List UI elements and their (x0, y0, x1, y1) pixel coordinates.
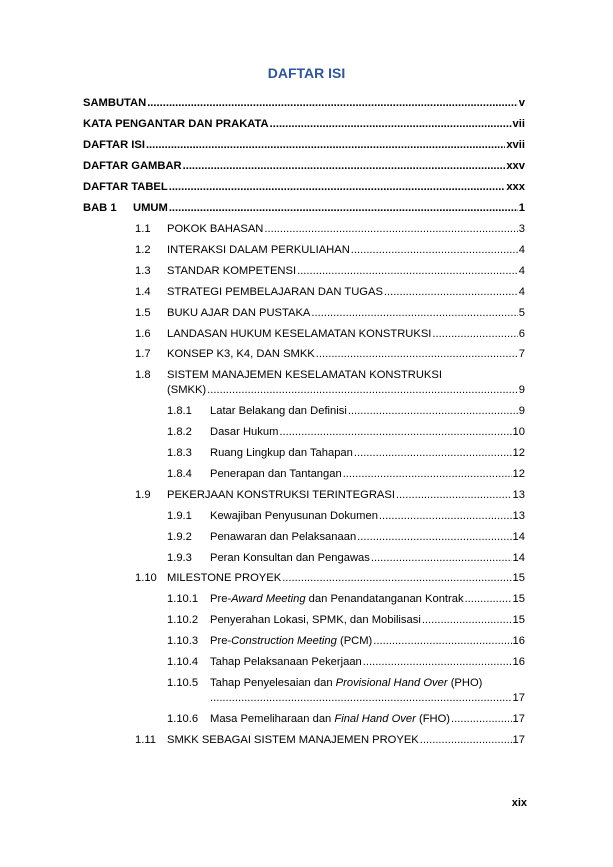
toc-page-number: 12 (512, 468, 525, 480)
toc-page-number: 7 (518, 348, 525, 360)
toc-entry-label: Penerapan dan Tantangan (210, 468, 342, 480)
toc-page-number: 6 (518, 328, 525, 340)
toc-entry-1-4[interactable] (167, 286, 525, 299)
toc-entry-1-10-6[interactable] (210, 713, 525, 726)
footer-page-number: xix (511, 797, 527, 809)
toc-page-number: xxv (506, 160, 525, 172)
label-suffix: (FHO) (415, 713, 451, 725)
leader-dots (432, 328, 517, 341)
section-number: 1.6 (135, 328, 151, 340)
toc-entry-label: POKOK BAHASAN (167, 223, 264, 235)
toc-entry-1-9-1[interactable] (210, 510, 525, 523)
toc-page-number: 4 (518, 244, 525, 256)
toc-entry-label: SISTEM MANAJEMEN KESELAMATAN KONSTRUKSI (167, 369, 442, 381)
leader-dots (169, 202, 518, 215)
toc-page-number: 10 (512, 426, 525, 438)
toc-entry-label: KONSEP K3, K4, DAN SMKK (167, 348, 315, 360)
subsection-number: 1.10.5 (167, 677, 199, 689)
section-number: 1.9 (135, 489, 151, 501)
toc-entry-label: DAFTAR GAMBAR (83, 160, 182, 172)
toc-entry-label: SMKK SEBAGAI SISTEM MANAJEMEN PROYEK (167, 734, 419, 746)
toc-page-number: 13 (512, 510, 525, 522)
toc-page-number: 5 (518, 307, 525, 319)
leader-dots (379, 510, 512, 523)
toc-page-number: 4 (518, 265, 525, 277)
subsection-number: 1.10.4 (167, 656, 199, 668)
toc-entry-1-2[interactable] (167, 244, 525, 257)
label-prefix: Pre- (210, 635, 232, 647)
leader-dots (270, 118, 512, 131)
toc-page-number: 3 (518, 223, 525, 235)
toc-entry-label (210, 713, 450, 726)
toc-entry-1-8[interactable] (167, 384, 525, 397)
subsection-number: 1.8.4 (167, 468, 192, 480)
toc-entry-1-10-4[interactable] (210, 656, 525, 669)
section-number: 1.4 (135, 286, 151, 298)
toc-page-number: vii (512, 118, 525, 130)
toc-page-number: 15 (512, 614, 525, 626)
toc-page-number: 15 (512, 572, 525, 584)
toc-entry-label (210, 593, 464, 606)
section-number: 1.8 (135, 369, 151, 381)
toc-entry-1-5[interactable] (167, 307, 525, 320)
leader-dots (396, 489, 512, 502)
toc-entry-daftar-tabel[interactable] (83, 181, 525, 194)
toc-entry-label: BUKU AJAR DAN PUSTAKA (167, 307, 311, 319)
toc-page-number: 16 (512, 656, 525, 668)
toc-entry-1-8-3[interactable] (210, 447, 525, 460)
leader-dots (316, 348, 518, 361)
leader-dots (354, 447, 512, 460)
toc-entry-1-9-2[interactable] (210, 531, 525, 544)
toc-entry-label: UMUM (133, 202, 168, 214)
toc-entry-1-10-1[interactable] (210, 593, 525, 606)
toc-entry-bab-1[interactable] (133, 202, 525, 215)
subsection-number: 1.10.3 (167, 635, 199, 647)
leader-dots (146, 139, 505, 152)
label-suffix: (PHO) (447, 677, 483, 689)
leader-dots (384, 286, 518, 299)
toc-entry-label: Kewajiban Penyusunan Dokumen (210, 510, 378, 522)
subsection-number: 1.9.1 (167, 510, 192, 522)
leader-dots (451, 713, 512, 726)
label-italic: Final Hand Over (334, 713, 416, 725)
label-suffix: dan Penandatanganan Kontrak (305, 593, 464, 605)
toc-entry-label: DAFTAR ISI (83, 139, 145, 151)
section-number: 1.10 (135, 572, 157, 584)
leader-dots (420, 734, 512, 747)
section-number: 1.11 (135, 734, 156, 746)
section-number: 1.5 (135, 307, 151, 319)
toc-entry-label: KATA PENGANTAR DAN PRAKATA (83, 118, 269, 130)
subsection-number: 1.9.2 (167, 531, 192, 543)
toc-entry-label: Peran Konsultan dan Pengawas (210, 552, 370, 564)
leader-dots (371, 552, 512, 565)
toc-entry-label: Penawaran dan Pelaksanaan (210, 531, 357, 543)
label-prefix: Masa Pemeliharaan dan (210, 713, 335, 725)
toc-page-number: 14 (512, 531, 525, 543)
section-number: 1.7 (135, 348, 151, 360)
toc-entry-label (210, 677, 482, 690)
leader-dots (422, 614, 512, 627)
toc-entry-1-10[interactable] (167, 572, 525, 585)
toc-entry-daftar-isi[interactable] (83, 139, 525, 152)
toc-entry-1-8-1[interactable] (210, 405, 525, 418)
toc-page-number: 17 (512, 692, 525, 704)
toc-entry-label: Tahap Pelaksanaan Pekerjaan (210, 656, 362, 668)
leader-dots (465, 593, 512, 606)
subsection-number: 1.10.2 (167, 614, 199, 626)
toc-entry-1-9-3[interactable] (210, 552, 525, 565)
toc-entry-label: Dasar Hukum (210, 426, 279, 438)
toc-entry-label: MILESTONE PROYEK (167, 572, 282, 584)
toc-page-number: 17 (512, 713, 525, 725)
toc-entry-label: STANDAR KOMPETENSI (167, 265, 297, 277)
toc-entry-label: PEKERJAAN KONSTRUKSI TERINTEGRASI (167, 489, 395, 501)
toc-page-number: 9 (518, 405, 525, 417)
section-number: 1.2 (135, 244, 151, 256)
label-italic: Award Meeting (231, 593, 306, 605)
toc-page-number: xvii (506, 139, 525, 151)
toc-page-number: 1 (518, 202, 525, 214)
leader-dots (373, 635, 511, 648)
leader-dots (183, 160, 506, 173)
toc-entry-label: Latar Belakang dan Definisi (210, 405, 347, 417)
subsection-number: 1.8.3 (167, 447, 192, 459)
leader-dots (264, 223, 517, 236)
toc-entry-label: DAFTAR TABEL (83, 181, 168, 193)
toc-entry-1-6[interactable] (167, 328, 525, 341)
label-italic: Construction Meeting (231, 635, 337, 647)
subsection-number: 1.10.1 (167, 593, 199, 605)
toc-entry-kata-pengantar[interactable] (83, 118, 525, 131)
toc-entry-1-11[interactable] (167, 734, 525, 747)
toc-entry-1-1[interactable] (167, 223, 525, 236)
toc-entry-1-10-5[interactable] (210, 692, 525, 705)
leader-dots (207, 384, 518, 397)
toc-page-number: 16 (512, 635, 525, 647)
leader-dots (282, 572, 511, 585)
leader-dots (363, 656, 512, 669)
toc-entry-1-9[interactable] (167, 489, 525, 502)
subsection-number: 1.9.3 (167, 552, 192, 564)
toc-entry-label: LANDASAN HUKUM KESELAMATAN KONSTRUKSI (167, 328, 432, 340)
label-suffix: (PCM) (336, 635, 373, 647)
leader-dots (348, 405, 518, 418)
toc-entry-label: INTERAKSI DALAM PERKULIAHAN (167, 244, 350, 256)
toc-page-number: v (518, 97, 525, 109)
toc-entry-label: (SMKK) (167, 384, 207, 396)
toc-entry-1-8-4[interactable] (210, 468, 525, 481)
toc-page-number: 15 (512, 593, 525, 605)
leader-dots (357, 531, 511, 544)
toc-entry-label: Ruang Lingkup dan Tahapan (210, 447, 353, 459)
subsection-number: 1.10.6 (167, 713, 199, 725)
toc-entry-1-3[interactable] (167, 265, 525, 278)
toc-page-number: xxx (506, 181, 525, 193)
leader-dots (351, 244, 518, 257)
leader-dots (279, 426, 511, 439)
toc-page-number: 13 (512, 489, 525, 501)
toc-page-number: 4 (518, 286, 525, 298)
section-number: 1.1 (135, 223, 151, 235)
label-prefix: Tahap Penyelesaian dan (210, 677, 336, 689)
label-italic: Provisional Hand Over (335, 677, 448, 689)
leader-dots (210, 692, 512, 705)
toc-entry-label: STRATEGI PEMBELAJARAN DAN TUGAS (167, 286, 383, 298)
toc-page-number: 9 (518, 384, 525, 396)
leader-dots (297, 265, 518, 278)
toc-entry-1-7[interactable] (167, 348, 525, 361)
toc-entry-daftar-gambar[interactable] (83, 160, 525, 173)
toc-entry-label: Penyerahan Lokasi, SPMK, dan Mobilisasi (210, 614, 421, 626)
toc-entry-1-8-2[interactable] (210, 426, 525, 439)
leader-dots (311, 307, 517, 320)
leader-dots (147, 97, 518, 110)
subsection-number: 1.8.1 (167, 405, 192, 417)
subsection-number: 1.8.2 (167, 426, 192, 438)
toc-entry-1-10-3[interactable] (210, 635, 525, 648)
leader-dots (343, 468, 512, 481)
leader-dots (169, 181, 506, 194)
label-prefix: Pre- (210, 593, 232, 605)
toc-entry-sambutan[interactable] (83, 97, 525, 110)
section-number: 1.3 (135, 265, 151, 277)
toc-entry-label: SAMBUTAN (83, 97, 147, 109)
toc-page-number: 12 (512, 447, 525, 459)
toc-page-number: 14 (512, 552, 525, 564)
page-title: DAFTAR ISI (267, 65, 346, 81)
toc-entry-label (210, 635, 372, 648)
toc-page-number: 17 (512, 734, 525, 746)
toc-entry-1-10-2[interactable] (210, 614, 525, 627)
chapter-label: BAB 1 (83, 202, 117, 214)
